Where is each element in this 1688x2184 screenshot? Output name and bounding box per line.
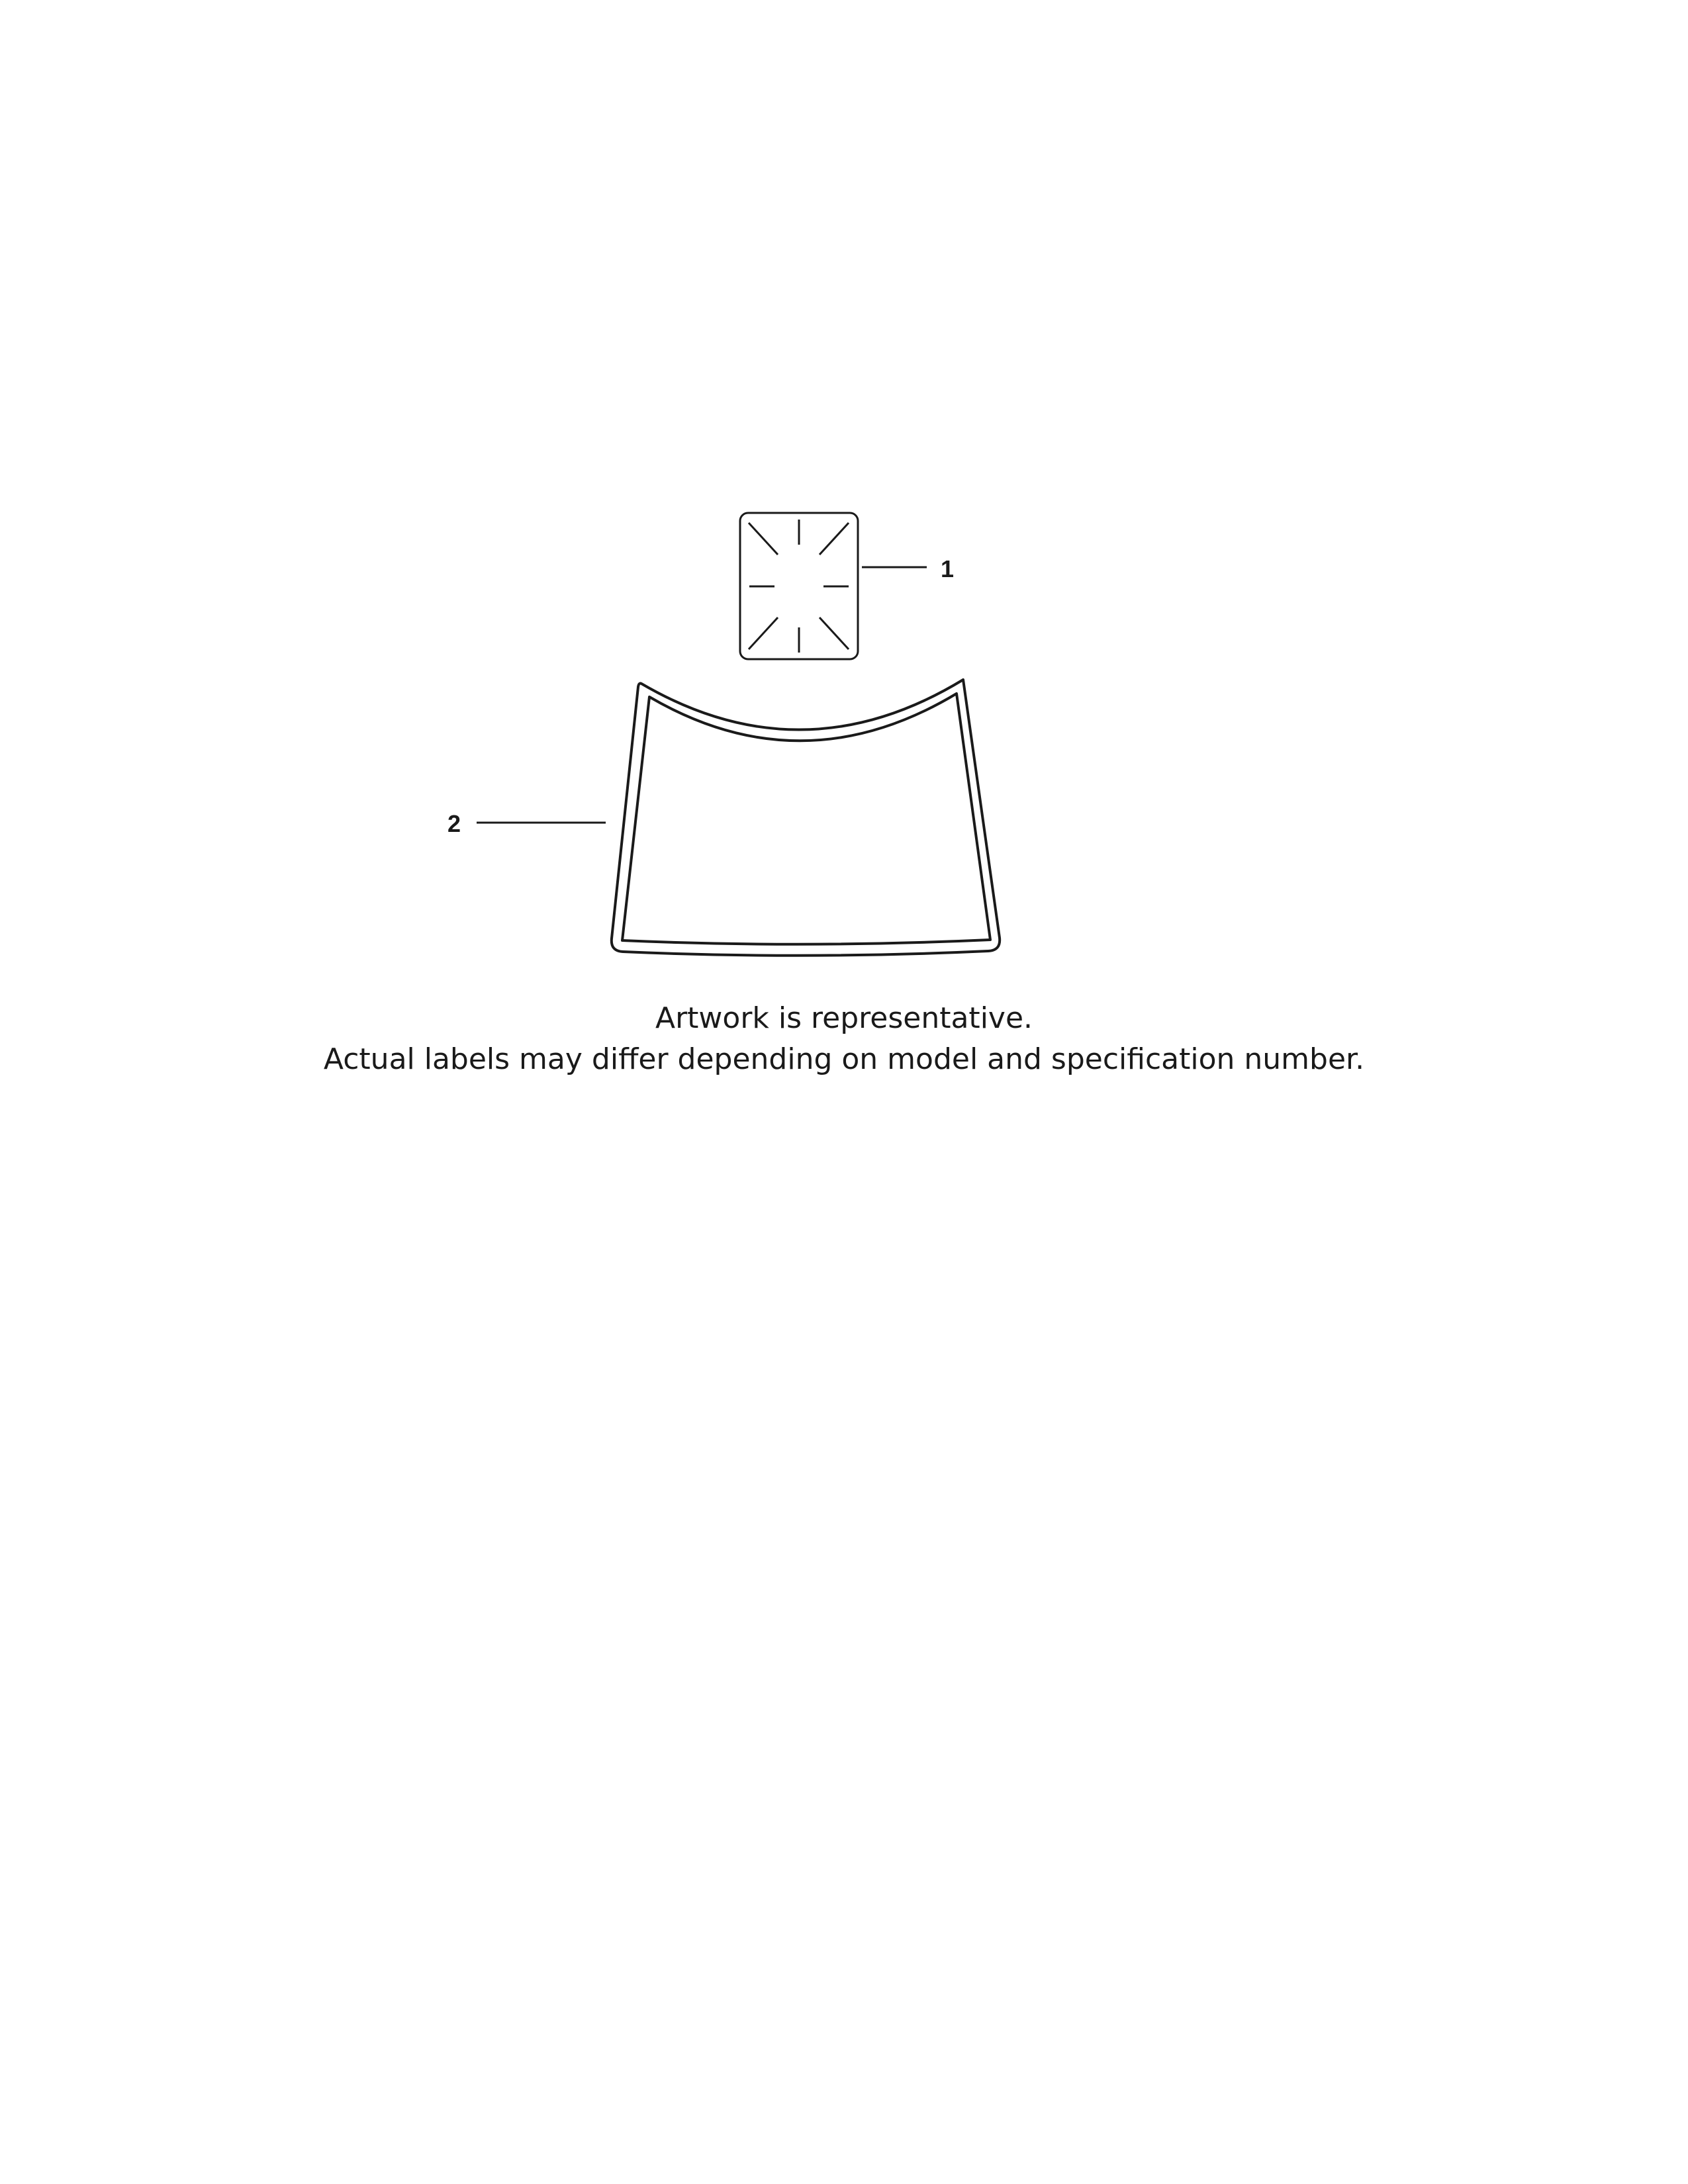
caption-line-1: Artwork is representative. (655, 1001, 1033, 1035)
part-1-tick-tr (820, 523, 849, 555)
part-1-tick-br (820, 617, 849, 649)
part-2-gasket-drawing (612, 680, 1000, 956)
caption-line-2: Actual labels may differ depending on model and specification number. (323, 1042, 1365, 1076)
part-1-label-drawing (740, 513, 858, 659)
part-1-tick-bl (749, 617, 778, 649)
callout-2-number: 2 (447, 810, 461, 837)
callout-1-number: 1 (941, 555, 955, 582)
part-1-tick-tl (749, 523, 778, 555)
part-2-outer-outline (612, 680, 1000, 956)
part-2-inner-outline (622, 694, 990, 944)
